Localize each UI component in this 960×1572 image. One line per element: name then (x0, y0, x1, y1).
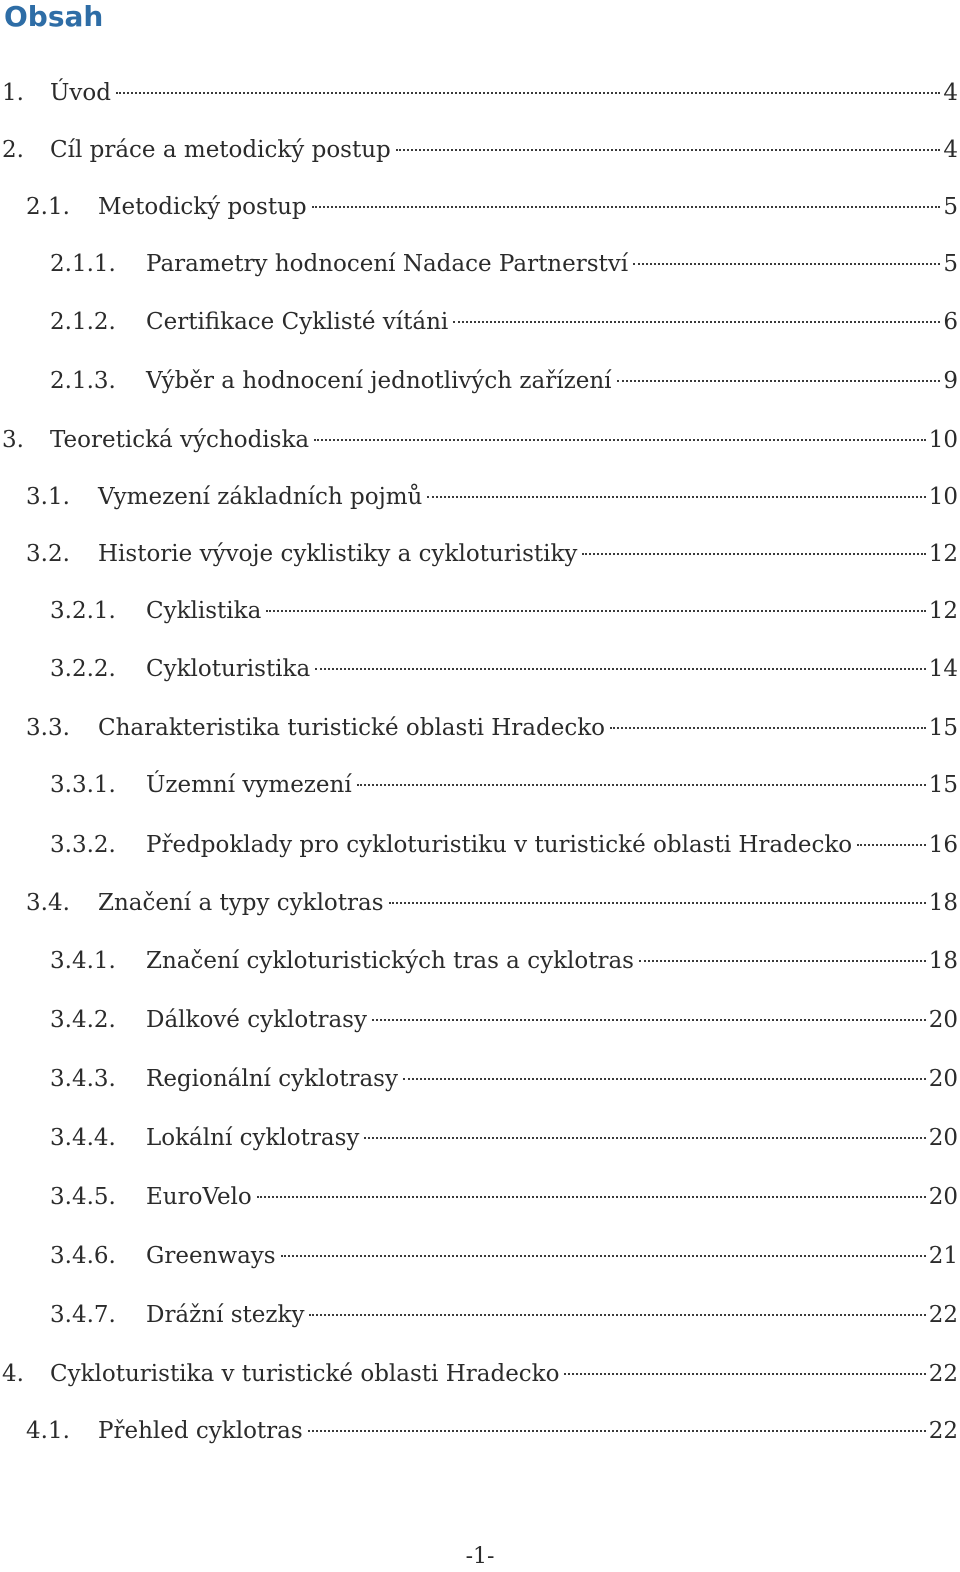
dot-leader (617, 380, 941, 382)
dot-leader (389, 902, 926, 904)
toc-entry-number: 2.1.2. (50, 309, 116, 335)
toc-entry[interactable] (0, 1062, 958, 1096)
toc-entry-page: 12 (928, 541, 958, 567)
toc-entry-text: Drážní stezky (146, 1302, 305, 1328)
toc-entry-page: 12 (928, 598, 958, 624)
toc-entry-page: 18 (928, 890, 958, 916)
toc-entry-number: 3.4.4. (50, 1125, 116, 1151)
dot-leader (403, 1078, 926, 1080)
toc-entry-number: 1. (2, 80, 24, 106)
toc-entry[interactable] (0, 190, 958, 224)
toc-entry-page: 20 (928, 1125, 958, 1151)
toc-entry-number: 3.4. (26, 890, 70, 916)
toc-entry[interactable] (0, 944, 958, 978)
toc-entry-text: Teoretická východiska (50, 427, 310, 453)
toc-entry-text: Cykloturistika v turistické oblasti Hradecko (50, 1361, 560, 1387)
toc-entry-page: 20 (928, 1184, 958, 1210)
toc-entry-text: Lokální cyklotrasy (146, 1125, 360, 1151)
toc-entry-page: 22 (928, 1418, 958, 1444)
toc-entry-text: Charakteristika turistické oblasti Hradecko (98, 715, 605, 741)
toc-entry-text: Cyklistika (146, 598, 262, 624)
toc-entry-text: Cíl práce a metodický postup (50, 137, 391, 163)
dot-leader (281, 1255, 926, 1257)
toc-entry-text: Certifikace Cyklisté vítáni (146, 309, 449, 335)
toc-entry[interactable] (0, 828, 958, 862)
dot-leader (453, 321, 940, 323)
toc-entry-page: 5 (943, 251, 958, 277)
toc-entry-text: Greenways (146, 1243, 276, 1269)
toc-entry-number: 3.1. (26, 484, 70, 510)
toc-entry-number: 3.4.2. (50, 1007, 116, 1033)
toc-entry[interactable] (0, 768, 958, 802)
dot-leader (372, 1019, 926, 1021)
toc-entry[interactable] (0, 133, 958, 167)
dot-leader (308, 1430, 926, 1432)
toc-entry-number: 2.1. (26, 194, 70, 220)
dot-leader (427, 496, 925, 498)
toc-entry-page: 10 (928, 427, 958, 453)
toc-entry[interactable] (0, 537, 958, 571)
toc-entry[interactable] (0, 423, 958, 457)
toc-entry-number: 3.2.1. (50, 598, 116, 624)
dot-leader (257, 1196, 926, 1198)
toc-entry[interactable] (0, 886, 958, 920)
toc-entry-text: EuroVelo (146, 1184, 252, 1210)
toc-entry-text: Metodický postup (98, 194, 307, 220)
toc-entry-page: 5 (943, 194, 958, 220)
toc-entry-page: 9 (943, 368, 958, 394)
toc-entry-text: Úvod (50, 80, 111, 106)
toc-entry-page: 18 (928, 948, 958, 974)
toc-entry-text: Vymezení základních pojmů (98, 484, 423, 510)
toc-entry-page: 15 (928, 715, 958, 741)
dot-leader (857, 844, 926, 846)
toc-entry-page: 22 (928, 1361, 958, 1387)
toc-entry[interactable] (0, 305, 958, 339)
dot-leader (116, 92, 940, 94)
toc-entry-page: 6 (943, 309, 958, 335)
toc-entry-page: 10 (928, 484, 958, 510)
toc-entry[interactable] (0, 364, 958, 398)
toc-entry-page: 22 (928, 1302, 958, 1328)
toc-entry-page: 4 (943, 80, 958, 106)
toc-entry-text: Regionální cyklotrasy (146, 1066, 398, 1092)
page-number: -1- (465, 1544, 495, 1569)
toc-entry-text: Značení cykloturistických tras a cyklotras (146, 948, 634, 974)
toc-entry[interactable] (0, 1180, 958, 1214)
toc-entry-page: 20 (928, 1007, 958, 1033)
dot-leader (312, 206, 941, 208)
toc-entry[interactable] (0, 1239, 958, 1273)
dot-leader (266, 610, 925, 612)
toc-entry-text: Výběr a hodnocení jednotlivých zařízení (146, 368, 612, 394)
dot-leader (564, 1373, 925, 1375)
dot-leader (633, 263, 940, 265)
toc-entry[interactable] (0, 1121, 958, 1155)
dot-leader (639, 960, 926, 962)
toc-entry-text: Předpoklady pro cykloturistiku v turistické oblasti Hradecko (146, 832, 853, 858)
toc-entry-number: 4.1. (26, 1418, 70, 1444)
toc-title: Obsah (4, 0, 104, 33)
toc-entry-page: 21 (928, 1243, 958, 1269)
toc-entry[interactable] (0, 711, 958, 745)
toc-entry[interactable] (0, 594, 958, 628)
toc-entry-number: 3.4.3. (50, 1066, 116, 1092)
dot-leader (396, 149, 941, 151)
toc-entry-number: 3.4.7. (50, 1302, 116, 1328)
toc-entry-number: 3.3. (26, 715, 70, 741)
toc-entry-number: 3.4.1. (50, 948, 116, 974)
toc-entry-text: Územní vymezení (146, 772, 352, 798)
toc-entry-number: 3.3.1. (50, 772, 116, 798)
toc-entry-number: 3.4.6. (50, 1243, 116, 1269)
toc-entry-text: Parametry hodnocení Nadace Partnerství (146, 251, 629, 277)
toc-entry-page: 16 (928, 832, 958, 858)
toc-entry-number: 2.1.1. (50, 251, 116, 277)
toc-entry-number: 3.3.2. (50, 832, 116, 858)
toc-entry-page: 4 (943, 137, 958, 163)
toc-entry[interactable] (0, 1414, 958, 1448)
toc-entry[interactable] (0, 1357, 958, 1391)
toc-entry-number: 2. (2, 137, 24, 163)
dot-leader (364, 1137, 925, 1139)
dot-leader (610, 727, 926, 729)
toc-entry-text: Historie vývoje cyklistiky a cykloturistiky (98, 541, 578, 567)
toc-entry-number: 4. (2, 1361, 24, 1387)
toc-entry-text: Dálkové cyklotrasy (146, 1007, 367, 1033)
toc-entry[interactable] (0, 480, 958, 514)
dot-leader (315, 668, 926, 670)
toc-entry[interactable] (0, 76, 958, 110)
toc-entry[interactable] (0, 1298, 958, 1332)
toc-entry-number: 3. (2, 427, 24, 453)
toc-entry-page: 14 (928, 656, 958, 682)
dot-leader (357, 784, 926, 786)
toc-entry-text: Přehled cyklotras (98, 1418, 303, 1444)
toc-entry[interactable] (0, 247, 958, 281)
dot-leader (582, 553, 925, 555)
toc-entry[interactable] (0, 652, 958, 686)
toc-entry-page: 20 (928, 1066, 958, 1092)
toc-entry-text: Značení a typy cyklotras (98, 890, 384, 916)
dot-leader (314, 439, 926, 441)
toc-entry-number: 2.1.3. (50, 368, 116, 394)
toc-entry[interactable] (0, 1003, 958, 1037)
toc-entry-text: Cykloturistika (146, 656, 311, 682)
toc-entry-number: 3.2. (26, 541, 70, 567)
toc-entry-number: 3.4.5. (50, 1184, 116, 1210)
toc-entry-number: 3.2.2. (50, 656, 116, 682)
toc-entry-page: 15 (928, 772, 958, 798)
dot-leader (309, 1314, 925, 1316)
